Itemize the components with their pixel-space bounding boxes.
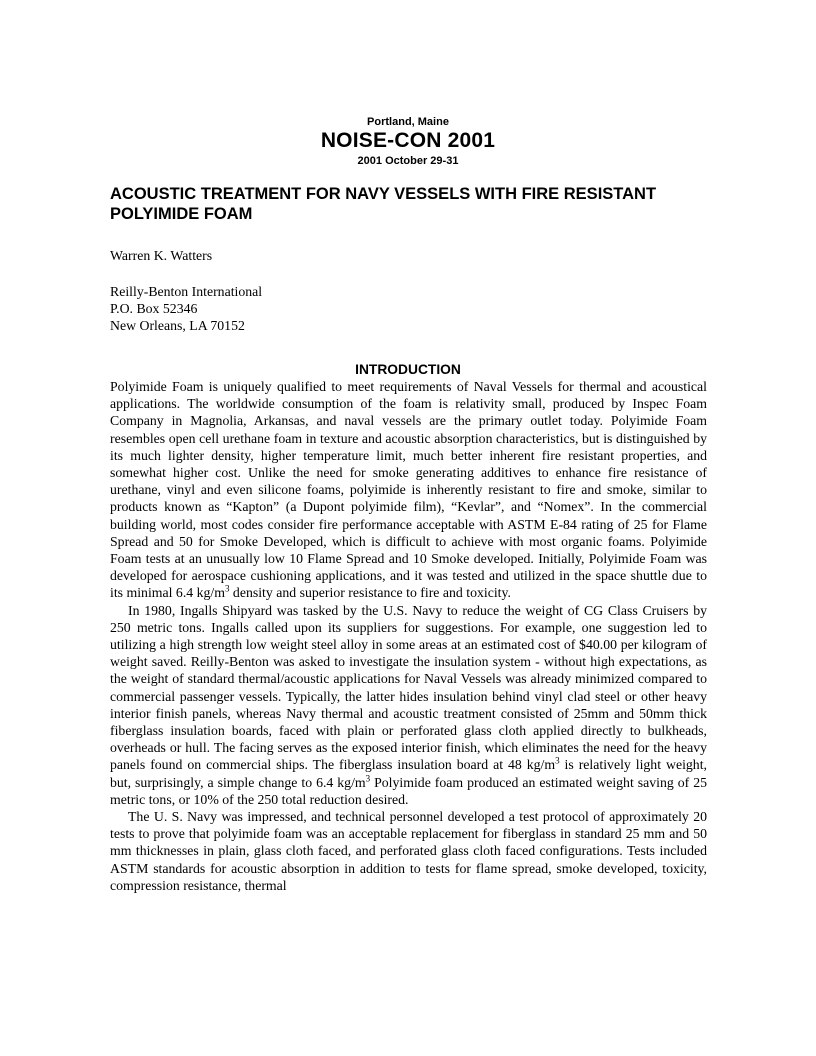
affiliation-organization: Reilly-Benton International [110,284,263,299]
section-heading: INTRODUCTION [355,362,461,377]
affiliation-city: New Orleans, LA 70152 [110,318,245,333]
paper-title: ACOUSTIC TREATMENT FOR NAVY VESSELS WITH FIRE RESISTANT POLYIMIDE FOAM [110,185,657,223]
conference-dates: 2001 October 29-31 [357,155,459,167]
conference-location: Portland, Maine [367,116,449,128]
paragraph-3: The U. S. Navy was impressed, and technical personnel developed a test protocol of approximately 20 tests to prove that polyimide foam was an acceptable replacement for fiberglass in standard 25 mm and 50 mm thicknesses in plain, glass cloth faced, and perforated glass cloth faced configurations. Tests included ASTM standards for acoustic absorption in addition to tests for flame spread, smoke developed, toxicity, compression resistance, thermal [110,809,707,893]
paragraph-1: Polyimide Foam is uniquely qualified to meet requirements of Naval Vessels for thermal and acoustical applications. The worldwide consumption of the foam is relativity small, produced by Inspec Foam Company in Magnolia, Arkansas, and naval vessels are the primary outlet today. Polyimide Foam resembles open cell urethane foam in texture and acoustic absorption characteristics, but is distinguished by its much lighter density, higher temperature limit, much better inherent fire resistant properties, and somewhat higher cost. Unlike the need for smoke generating additives to enhance fire resistance of urethane, vinyl and even silicone foams, polyimide is inherently resistant to fire and smoke, similar to products known as “Kapton” (a Dupont polyimide film), “Kevlar”, and “Nomex”. In the commercial building world, most codes consider fire performance acceptable with ASTM E-84 rating of 25 for Flame Spread and 50 for Smoke Developed, which is difficult to achieve with most organic foams. Polyimide Foam tests at an unusually low 10 Flame Spread and 10 Smoke developed. Initially, Polyimide Foam was developed for aerospace cushioning applications, and it was tested and utilized in the space shuttle due to its minimal 6.4 $kg/m^3$ density and superior resistance to fire and toxicity. [110,379,707,601]
paragraph-2: In 1980, Ingalls Shipyard was tasked by the U.S. Navy to reduce the weight of CG Class Cruisers by 250 metric tons. Ingalls called upon its suppliers for suggestions. For example, one suggestion led to utilizing a high strength low weight steel alloy in some areas at an estimated cost of $40.00 per kilogram of weight saved. Reilly-Benton was asked to investigate the insulation system - without high expectations, as the weight of standard thermal/acoustic applications for Naval Vessels was already minimized compared to commercial passenger vessels. Typically, the latter hides insulation behind vinyl clad steel or other heavy interior finish panels, whereas Navy thermal and acoustic treatment consisted of 25mm and 50mm thick fiberglass insulation boards, faced with plain or perforated glass cloth applied directly to bulkheads, overheads or hull. The facing serves as the exposed interior finish, which eliminates the need for the heavy panels found on commercial ships. The fiberglass insulation board at 48 $kg/m^3$ is relatively light weight, but, surprisingly, a simple change to 6.4 $kg/m^3$ Polyimide foam produced an estimated weight saving of 25 metric tons, or 10% of the 250 total reduction desired. [110,602,708,807]
author-name: Warren K. Watters [110,248,213,263]
body-text [110,378,707,894]
conference-name: NOISE-CON 2001 [320,129,496,152]
affiliation-block [110,283,262,334]
affiliation-po-box: P.O. Box 52346 [110,301,198,316]
